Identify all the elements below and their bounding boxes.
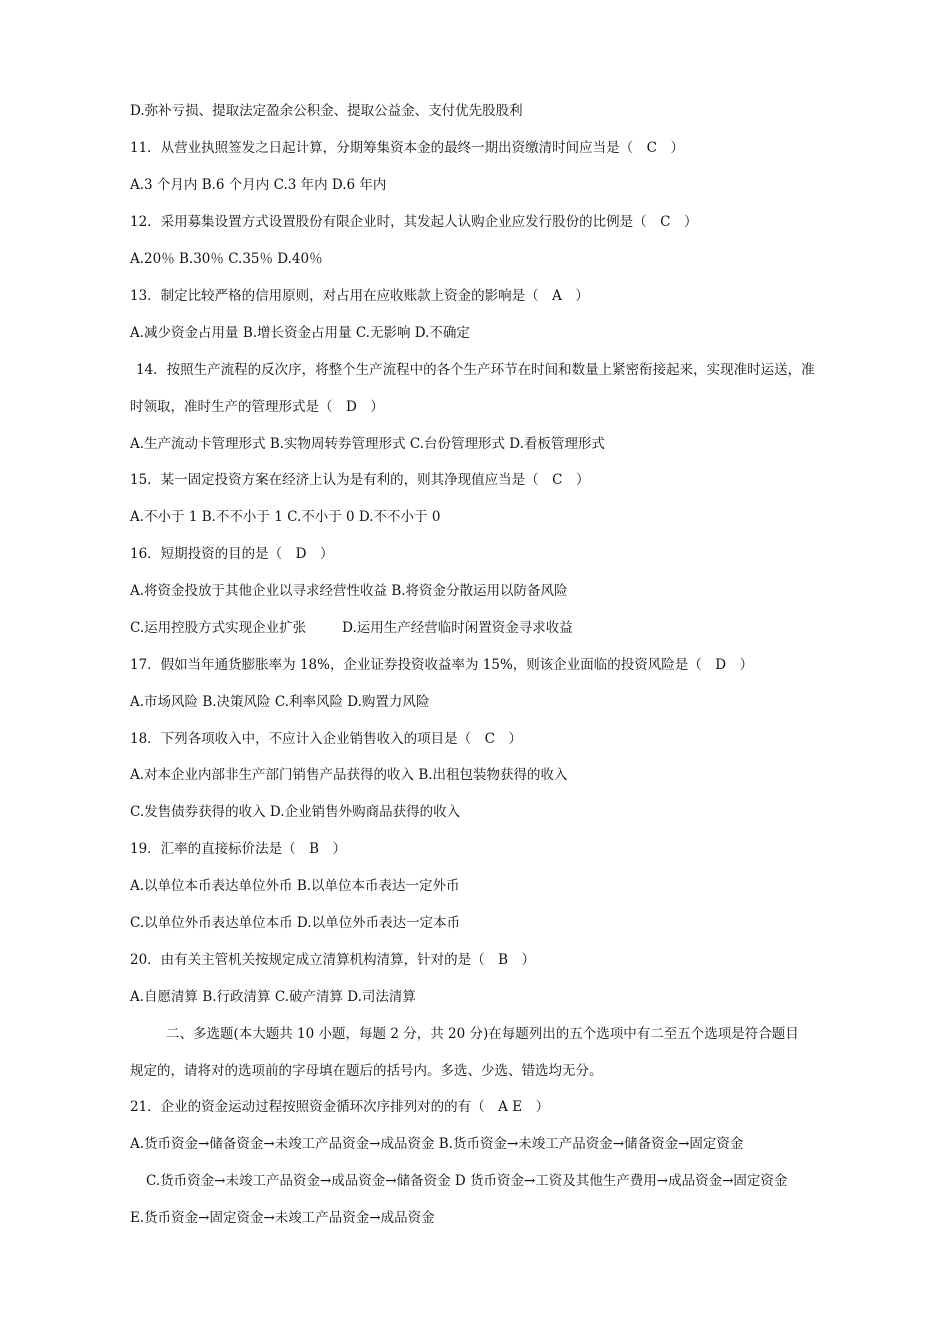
section-instructions: 规定的，请将对的选项前的字母填在题后的括号内。多选、少选、错选均无分。 [130, 1063, 603, 1079]
options-q12: A.20％ B.30％ C.35％ D.40％ [130, 251, 323, 267]
options-q21-line3: E.货币资金→固定资金→未竣工产品资金→成品资金 [130, 1210, 435, 1226]
question-15: 15．某一固定投资方案在经济上认为是有利的，则其净现值应当是（ C ） [130, 472, 590, 488]
question-14-line2: 时领取，准时生产的管理形式是（ D ） [130, 399, 384, 415]
question-16: 16．短期投资的目的是（ D ） [130, 546, 334, 562]
options-q19-line2: C.以单位外币表达单位本币 D.以单位外币表达一定本币 [130, 915, 461, 931]
options-q16-line1: A.将资金投放于其他企业以寻求经营性收益 B.将资金分散运用以防备风险 [130, 583, 568, 599]
option-q16-c: C.运用控股方式实现企业扩张 [130, 620, 307, 636]
options-q16-line2 [130, 619, 890, 637]
options-q18-line1: A.对本企业内部非生产部门销售产品获得的收入 B.出租包装物获得的收入 [130, 767, 568, 783]
question-18: 18．下列各项收入中，不应计入企业销售收入的项目是（ C ） [130, 731, 523, 747]
options-q11: A.3 个月内 B.6 个月内 C.3 年内 D.6 年内 [130, 177, 387, 193]
section-heading-multiple-choice: 二、多选题(本大题共 10 小题，每题 2 分，共 20 分)在每题列出的五个选项中有二至五个选项是符合题目 [166, 1026, 799, 1042]
options-q21-line2: C.货币资金→未竣工产品资金→成品资金→储备资金 D 货币资金→工资及其他生产费用→成品资金→固定资金 [146, 1173, 788, 1189]
option-q16-d: D.运用生产经营临时闲置资金寻求收益 [342, 620, 573, 636]
question-21: 21．企业的资金运动过程按照资金循环次序排列对的的有（ A E ） [130, 1099, 550, 1115]
options-q21-line1: A.货币资金→储备资金→未竣工产品资金→成品资金 B.货币资金→未竣工产品资金→储备资金→固定资金 [130, 1136, 744, 1152]
options-q17: A.市场风险 B.决策风险 C.利率风险 D.购置力风险 [130, 694, 430, 710]
question-11: 11．从营业执照签发之日起计算，分期筹集资本金的最终一期出资缴清时间应当是（ C ） [130, 140, 685, 156]
question-13: 13．制定比较严格的信用原则，对占用在应收账款上资金的影响是（ A ） [130, 288, 589, 304]
options-q13: A.减少资金占用量 B.增长资金占用量 C.无影响 D.不确定 [130, 325, 470, 341]
options-q14: A.生产流动卡管理形式 B.实物周转券管理形式 C.台份管理形式 D.看板管理形式 [130, 436, 605, 452]
options-q20: A.自愿清算 B.行政清算 C.破产清算 D.司法清算 [130, 989, 416, 1005]
options-q19-line1: A.以单位本币表达单位外币 B.以单位本币表达一定外币 [130, 878, 460, 894]
options-q15: A.不小于 1 B.不不小于 1 C.不小于 0 D.不不小于 0 [130, 509, 441, 525]
question-20: 20．由有关主管机关按规定成立清算机构清算，针对的是（ B ） [130, 952, 536, 968]
option-line-q10-d: D.弥补亏损、提取法定盈余公积金、提取公益金、支付优先股股利 [130, 103, 523, 119]
question-19: 19．汇率的直接标价法是（ B ） [130, 841, 347, 857]
question-14-line1: 14．按照生产流程的反次序，将整个生产流程中的各个生产环节在时间和数量上紧密衔接起来，实现准时运送，准 [136, 362, 815, 378]
question-12: 12．采用募集设置方式设置股份有限企业时，其发起人认购企业应发行股份的比例是（ C ） [130, 214, 698, 230]
options-q18-line2: C.发售债券获得的收入 D.企业销售外购商品获得的收入 [130, 804, 461, 820]
question-17: 17．假如当年通货膨胀率为 18%，企业证券投资收益率为 15%，则该企业面临的投资风险是（ D ） [130, 657, 754, 673]
